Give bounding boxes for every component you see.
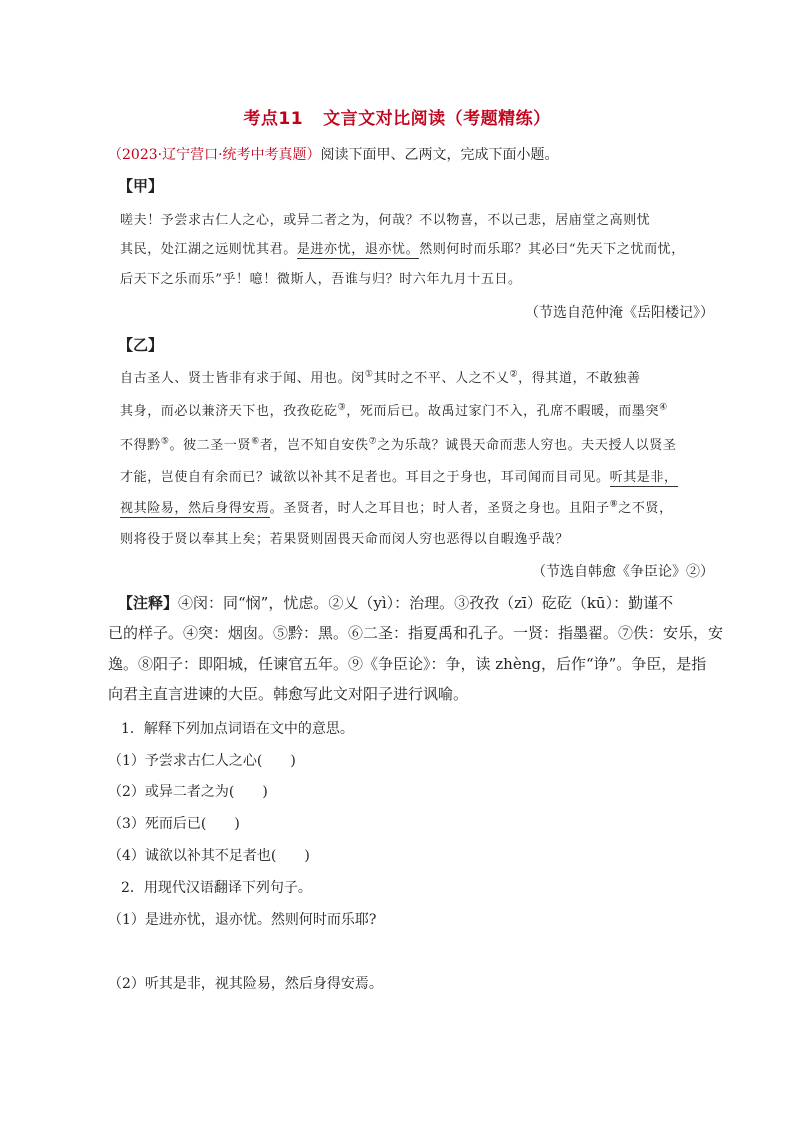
title-topic-number: 考点11 — [243, 109, 304, 129]
passage-yi-line: 自古圣人、贤士皆非有求于闻、用也。闵①其时之不平、人之不乂②，得其道，不敢独善 — [120, 369, 641, 386]
title-topic-name: 文言文对比阅读（考题精练） — [323, 109, 551, 129]
annotation-line: 向君主直言进谏的大臣。韩愈写此文对阳子进行讽喻。 — [108, 685, 469, 703]
question-1-item: （1）予尝求古仁人之心( ) — [108, 753, 296, 769]
passage-jia-mark: 【甲】 — [118, 177, 164, 195]
passage-yi-source: （节选自韩愈《争臣论》②） — [532, 564, 714, 580]
passage-jia-line: 其民，处江湖之远则忧其君。是进亦忧，退亦忧。然则何时而乐耶？其必曰“先天下之忧而忧， — [120, 242, 685, 257]
question-1-stem: 1．解释下列加点词语在文中的意思。 — [121, 721, 354, 737]
underlined-sentence: 听其是非， — [609, 470, 678, 485]
passage-yi-line: 不得黔⑤。彼二圣一贤⑥者，岂不知自安佚⑦之为乐哉？诚畏天命而悲人穷也。夫天授人以贤圣 — [120, 436, 677, 453]
question-1-item: （4）诚欲以补其不足者也( ) — [108, 848, 310, 864]
annotation-line: 逸。⑧阳子：即阳城，任谏官五年。⑨《争臣论》：争，读 zhèng，后作“诤”。争臣，是指 — [108, 655, 707, 673]
passage-yi-line: 视其险易，然后身得安焉。圣贤者，时人之耳目也；时人者，圣贤之身也。且阳子⑧之不贤， — [120, 499, 673, 516]
annotation-line: 【注释】④闵：同“悯”，忧虑。②乂（yì）：治理。③孜孜（zī）矻矻（kū）：勤谨不 — [118, 594, 674, 612]
passage-yi-line: 则将役于贤以奉其上矣；若果贤则固畏天命而闵人穷也恶得以自暇逸乎哉？ — [120, 532, 569, 547]
passage-yi-line: 其身，而必以兼济天下也，孜孜矻矻③，死而后已。故禹过家门不入，孔席不暇暖，而墨突④ — [120, 402, 668, 419]
question-instruction: 阅读下面甲、乙两文，完成下面小题。 — [320, 147, 559, 163]
passage-jia-source: （节选自范仲淹《岳阳楼记》） — [525, 305, 714, 321]
annotation-line: 已的样子。④突：烟囱。⑤黔：黑。⑥二圣：指夏禹和孔子。一贤：指墨翟。⑦佚：安乐，安 — [108, 624, 724, 642]
question-intro — [108, 144, 559, 164]
question-2-stem: 2．用现代汉语翻译下列句子。 — [121, 880, 312, 896]
question-2-item: （2）听其是非，视其险易，然后身得安焉。 — [108, 976, 383, 992]
passage-jia-line: 嗟夫！予尝求古仁人之心，或异二者之为，何哉？不以物喜，不以己悲，居庙堂之高则忧 — [120, 213, 651, 228]
question-1-item: （3）死而后已( ) — [108, 816, 240, 832]
underlined-sentence: 视其险易，然后身得安焉 — [120, 501, 270, 516]
question-source: （2023·辽宁营口·统考中考真题） — [108, 147, 321, 163]
passage-yi-mark: 【乙】 — [118, 336, 164, 354]
question-1-item: （2）或异二者之为( ) — [108, 784, 268, 800]
underlined-sentence: 是进亦忧，退亦忧。 — [296, 242, 420, 257]
passage-jia-line: 后天下之乐而乐”乎！噫！微斯人，吾谁与归？时六年九月十五日。 — [120, 272, 522, 287]
page-title — [0, 104, 794, 129]
question-2-item: （1）是进亦忧，退亦忧。然则何时而乐耶? — [108, 912, 377, 928]
passage-yi-line: 才能，岂使自有余而已？诚欲以补其不足者也。耳目之于身也，耳司闻而目司见。听其是非， — [120, 470, 678, 485]
